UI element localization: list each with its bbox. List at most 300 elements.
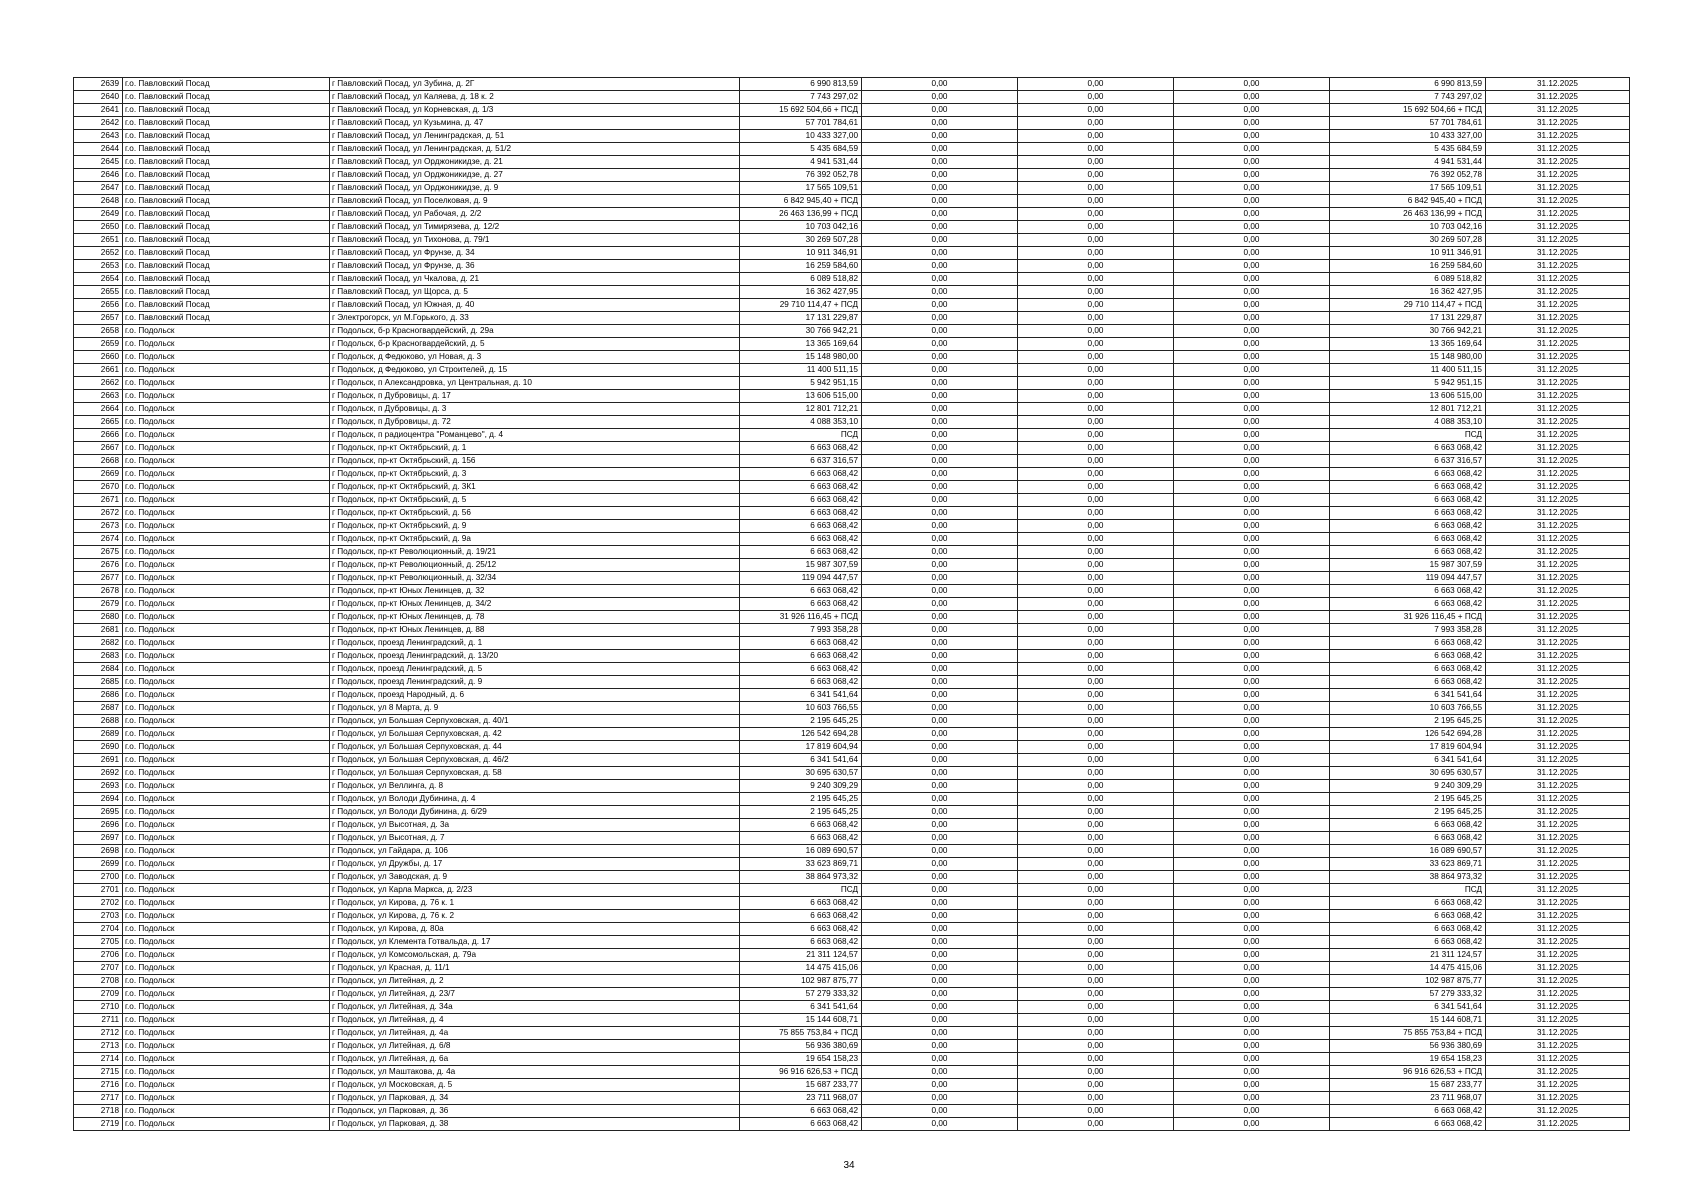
total-cost-cell: 96 916 626,53 + ПСД [740,1066,862,1079]
municipality-cell: г.о. Павловский Посад [123,104,330,117]
row-number-cell: 2673 [74,520,123,533]
owners-cost-cell: 6 663 068,42 [1330,676,1486,689]
total-cost-cell: 6 842 945,40 + ПСД [740,195,862,208]
fund-cell-2: 0,00 [1018,806,1174,819]
table-row [74,260,1630,273]
total-cost-cell: 4 088 353,10 [740,416,862,429]
table-body [74,78,1630,1131]
table-row [74,533,1630,546]
address-cell: г Подольск, ул Клемента Готвальда, д. 17 [330,936,740,949]
total-cost-cell: 6 663 068,42 [740,442,862,455]
deadline-cell: 31.12.2025 [1486,117,1630,130]
municipality-cell: г.о. Павловский Посад [123,156,330,169]
fund-cell-3: 0,00 [1174,481,1330,494]
municipality-cell: г.о. Подольск [123,728,330,741]
municipality-cell: г.о. Павловский Посад [123,195,330,208]
fund-cell-2: 0,00 [1018,390,1174,403]
address-cell: г Подольск, проезд Народный, д. 6 [330,689,740,702]
fund-cell-1: 0,00 [862,741,1018,754]
municipality-cell: г.о. Подольск [123,325,330,338]
table-row [74,624,1630,637]
fund-cell-1: 0,00 [862,819,1018,832]
address-cell: г Подольск, проезд Ленинградский, д. 9 [330,676,740,689]
address-cell: г Подольск, ул Дружбы, д. 17 [330,858,740,871]
table-row [74,143,1630,156]
table-row [74,728,1630,741]
fund-cell-1: 0,00 [862,156,1018,169]
row-number-cell: 2670 [74,481,123,494]
municipality-cell: г.о. Подольск [123,819,330,832]
row-number-cell: 2694 [74,793,123,806]
fund-cell-3: 0,00 [1174,975,1330,988]
total-cost-cell: 5 942 951,15 [740,377,862,390]
fund-cell-2: 0,00 [1018,416,1174,429]
fund-cell-3: 0,00 [1174,195,1330,208]
owners-cost-cell: 6 341 541,64 [1330,1001,1486,1014]
address-cell: г Подольск, пр-кт Октябрьский, д. 3 [330,468,740,481]
table-row [74,507,1630,520]
deadline-cell: 31.12.2025 [1486,416,1630,429]
total-cost-cell: 6 089 518,82 [740,273,862,286]
owners-cost-cell: 10 603 766,55 [1330,702,1486,715]
owners-cost-cell: 126 542 694,28 [1330,728,1486,741]
owners-cost-cell: 10 911 346,91 [1330,247,1486,260]
owners-cost-cell: 6 842 945,40 + ПСД [1330,195,1486,208]
page-number: 34 [843,1160,855,1171]
fund-cell-2: 0,00 [1018,104,1174,117]
fund-cell-2: 0,00 [1018,429,1174,442]
fund-cell-3: 0,00 [1174,949,1330,962]
fund-cell-1: 0,00 [862,286,1018,299]
owners-cost-cell: 38 864 973,32 [1330,871,1486,884]
deadline-cell: 31.12.2025 [1486,1118,1630,1131]
fund-cell-3: 0,00 [1174,221,1330,234]
total-cost-cell: 33 623 869,71 [740,858,862,871]
fund-cell-2: 0,00 [1018,312,1174,325]
owners-cost-cell: 6 663 068,42 [1330,819,1486,832]
address-cell: г Павловский Посад, ул Ленинградская, д. 51 [330,130,740,143]
fund-cell-3: 0,00 [1174,637,1330,650]
owners-cost-cell: 4 941 531,44 [1330,156,1486,169]
table-row [74,455,1630,468]
deadline-cell: 31.12.2025 [1486,858,1630,871]
fund-cell-2: 0,00 [1018,455,1174,468]
owners-cost-cell: 23 711 968,07 [1330,1092,1486,1105]
address-cell: г Подольск, пр-кт Октябрьский, д. 1 [330,442,740,455]
fund-cell-3: 0,00 [1174,364,1330,377]
row-number-cell: 2676 [74,559,123,572]
fund-cell-1: 0,00 [862,728,1018,741]
row-number-cell: 2699 [74,858,123,871]
fund-cell-1: 0,00 [862,1014,1018,1027]
deadline-cell: 31.12.2025 [1486,312,1630,325]
address-cell: г Подольск, пр-кт Октябрьский, д. 56 [330,507,740,520]
total-cost-cell: 19 654 158,23 [740,1053,862,1066]
deadline-cell: 31.12.2025 [1486,377,1630,390]
fund-cell-1: 0,00 [862,468,1018,481]
fund-cell-2: 0,00 [1018,884,1174,897]
fund-cell-2: 0,00 [1018,949,1174,962]
municipality-cell: г.о. Подольск [123,455,330,468]
deadline-cell: 31.12.2025 [1486,806,1630,819]
fund-cell-2: 0,00 [1018,897,1174,910]
address-cell: г Подольск, пр-кт Октябрьский, д. 9 [330,520,740,533]
fund-cell-3: 0,00 [1174,1079,1330,1092]
total-cost-cell: ПСД [740,884,862,897]
row-number-cell: 2698 [74,845,123,858]
deadline-cell: 31.12.2025 [1486,767,1630,780]
fund-cell-1: 0,00 [862,585,1018,598]
fund-cell-3: 0,00 [1174,754,1330,767]
address-cell: г Подольск, ул Литейная, д. 6а [330,1053,740,1066]
fund-cell-3: 0,00 [1174,572,1330,585]
fund-cell-3: 0,00 [1174,819,1330,832]
fund-cell-1: 0,00 [862,754,1018,767]
fund-cell-2: 0,00 [1018,494,1174,507]
address-cell: г Подольск, ул Парковая, д. 34 [330,1092,740,1105]
fund-cell-3: 0,00 [1174,520,1330,533]
fund-cell-1: 0,00 [862,689,1018,702]
municipality-cell: г.о. Подольск [123,1001,330,1014]
address-cell: г Подольск, ул Кирова, д. 76 к. 1 [330,897,740,910]
table-row [74,572,1630,585]
owners-cost-cell: 14 475 415,06 [1330,962,1486,975]
deadline-cell: 31.12.2025 [1486,299,1630,312]
deadline-cell: 31.12.2025 [1486,273,1630,286]
municipality-cell: г.о. Павловский Посад [123,221,330,234]
owners-cost-cell: 6 663 068,42 [1330,910,1486,923]
owners-cost-cell: 7 743 297,02 [1330,91,1486,104]
fund-cell-1: 0,00 [862,884,1018,897]
owners-cost-cell: 30 695 630,57 [1330,767,1486,780]
total-cost-cell: 2 195 645,25 [740,715,862,728]
total-cost-cell: 15 148 980,00 [740,351,862,364]
address-cell: г Павловский Посад, ул Поселковая, д. 9 [330,195,740,208]
total-cost-cell: 6 990 813,59 [740,78,862,91]
fund-cell-1: 0,00 [862,91,1018,104]
fund-cell-3: 0,00 [1174,1040,1330,1053]
table-row [74,936,1630,949]
address-cell: г Павловский Посад, ул Чкалова, д. 21 [330,273,740,286]
row-number-cell: 2711 [74,1014,123,1027]
municipality-cell: г.о. Подольск [123,442,330,455]
deadline-cell: 31.12.2025 [1486,364,1630,377]
owners-cost-cell: 102 987 875,77 [1330,975,1486,988]
deadline-cell: 31.12.2025 [1486,676,1630,689]
total-cost-cell: 6 663 068,42 [740,598,862,611]
address-cell: г Подольск, ул Кирова, д. 80а [330,923,740,936]
row-number-cell: 2685 [74,676,123,689]
deadline-cell: 31.12.2025 [1486,143,1630,156]
owners-cost-cell: 57 279 333,32 [1330,988,1486,1001]
fund-cell-3: 0,00 [1174,117,1330,130]
fund-cell-2: 0,00 [1018,780,1174,793]
table-row [74,1079,1630,1092]
fund-cell-1: 0,00 [862,325,1018,338]
row-number-cell: 2668 [74,455,123,468]
owners-cost-cell: 6 663 068,42 [1330,585,1486,598]
deadline-cell: 31.12.2025 [1486,169,1630,182]
fund-cell-1: 0,00 [862,715,1018,728]
owners-cost-cell: 16 362 427,95 [1330,286,1486,299]
fund-cell-3: 0,00 [1174,403,1330,416]
table-row [74,221,1630,234]
row-number-cell: 2639 [74,78,123,91]
municipality-cell: г.о. Подольск [123,702,330,715]
fund-cell-3: 0,00 [1174,741,1330,754]
fund-cell-2: 0,00 [1018,130,1174,143]
fund-cell-2: 0,00 [1018,676,1174,689]
table-row [74,468,1630,481]
row-number-cell: 2717 [74,1092,123,1105]
row-number-cell: 2657 [74,312,123,325]
owners-cost-cell: 13 365 169,64 [1330,338,1486,351]
address-cell: г Подольск, б-р Красногвардейский, д. 5 [330,338,740,351]
fund-cell-3: 0,00 [1174,260,1330,273]
fund-cell-3: 0,00 [1174,910,1330,923]
owners-cost-cell: 17 565 109,51 [1330,182,1486,195]
fund-cell-2: 0,00 [1018,234,1174,247]
fund-cell-3: 0,00 [1174,689,1330,702]
table-row [74,429,1630,442]
row-number-cell: 2660 [74,351,123,364]
deadline-cell: 31.12.2025 [1486,832,1630,845]
owners-cost-cell: 6 663 068,42 [1330,442,1486,455]
row-number-cell: 2695 [74,806,123,819]
row-number-cell: 2659 [74,338,123,351]
deadline-cell: 31.12.2025 [1486,247,1630,260]
table-row [74,832,1630,845]
row-number-cell: 2669 [74,468,123,481]
address-cell: г Подольск, ул Литейная, д. 6/8 [330,1040,740,1053]
fund-cell-3: 0,00 [1174,455,1330,468]
address-cell: г Подольск, п Дубровицы, д. 3 [330,403,740,416]
fund-cell-1: 0,00 [862,312,1018,325]
total-cost-cell: 5 435 684,59 [740,143,862,156]
address-cell: г Подольск, ул Маштакова, д. 4а [330,1066,740,1079]
row-number-cell: 2642 [74,117,123,130]
total-cost-cell: 6 663 068,42 [740,650,862,663]
fund-cell-3: 0,00 [1174,1118,1330,1131]
fund-cell-2: 0,00 [1018,728,1174,741]
owners-cost-cell: 6 663 068,42 [1330,468,1486,481]
deadline-cell: 31.12.2025 [1486,689,1630,702]
owners-cost-cell: 29 710 114,47 + ПСД [1330,299,1486,312]
fund-cell-3: 0,00 [1174,533,1330,546]
fund-cell-1: 0,00 [862,429,1018,442]
table-row [74,884,1630,897]
deadline-cell: 31.12.2025 [1486,663,1630,676]
address-cell: г Подольск, пр-кт Юных Ленинцев, д. 88 [330,624,740,637]
deadline-cell: 31.12.2025 [1486,650,1630,663]
fund-cell-1: 0,00 [862,533,1018,546]
municipality-cell: г.о. Павловский Посад [123,130,330,143]
owners-cost-cell: 6 637 316,57 [1330,455,1486,468]
address-cell: г Подольск, п Дубровицы, д. 72 [330,416,740,429]
address-cell: г Павловский Посад, ул Щорса, д. 5 [330,286,740,299]
owners-cost-cell: 75 855 753,84 + ПСД [1330,1027,1486,1040]
fund-cell-2: 0,00 [1018,117,1174,130]
fund-cell-3: 0,00 [1174,923,1330,936]
row-number-cell: 2710 [74,1001,123,1014]
deadline-cell: 31.12.2025 [1486,1053,1630,1066]
fund-cell-1: 0,00 [862,1092,1018,1105]
fund-cell-2: 0,00 [1018,1079,1174,1092]
owners-cost-cell: 26 463 136,99 + ПСД [1330,208,1486,221]
municipality-cell: г.о. Павловский Посад [123,299,330,312]
address-cell: г Павловский Посад, ул Орджоникидзе, д. 9 [330,182,740,195]
address-cell: г Подольск, пр-кт Юных Ленинцев, д. 78 [330,611,740,624]
total-cost-cell: 38 864 973,32 [740,871,862,884]
municipality-cell: г.о. Подольск [123,494,330,507]
fund-cell-3: 0,00 [1174,78,1330,91]
deadline-cell: 31.12.2025 [1486,78,1630,91]
deadline-cell: 31.12.2025 [1486,221,1630,234]
fund-cell-3: 0,00 [1174,325,1330,338]
fund-cell-3: 0,00 [1174,624,1330,637]
fund-cell-2: 0,00 [1018,169,1174,182]
fund-cell-3: 0,00 [1174,130,1330,143]
fund-cell-2: 0,00 [1018,364,1174,377]
row-number-cell: 2704 [74,923,123,936]
deadline-cell: 31.12.2025 [1486,715,1630,728]
row-number-cell: 2714 [74,1053,123,1066]
owners-cost-cell: ПСД [1330,884,1486,897]
owners-cost-cell: 2 195 645,25 [1330,715,1486,728]
total-cost-cell: 16 259 584,60 [740,260,862,273]
deadline-cell: 31.12.2025 [1486,1066,1630,1079]
table-row [74,416,1630,429]
total-cost-cell: 6 663 068,42 [740,494,862,507]
row-number-cell: 2697 [74,832,123,845]
deadline-cell: 31.12.2025 [1486,624,1630,637]
table-row [74,806,1630,819]
owners-cost-cell: 30 766 942,21 [1330,325,1486,338]
row-number-cell: 2683 [74,650,123,663]
fund-cell-3: 0,00 [1174,663,1330,676]
owners-cost-cell: 11 400 511,15 [1330,364,1486,377]
table-row [74,338,1630,351]
fund-cell-1: 0,00 [862,351,1018,364]
table-row [74,663,1630,676]
municipality-cell: г.о. Павловский Посад [123,169,330,182]
owners-cost-cell: 6 089 518,82 [1330,273,1486,286]
total-cost-cell: 16 362 427,95 [740,286,862,299]
fund-cell-3: 0,00 [1174,351,1330,364]
table-row [74,871,1630,884]
municipality-cell: г.о. Подольск [123,559,330,572]
owners-cost-cell: 6 663 068,42 [1330,936,1486,949]
table-row [74,390,1630,403]
municipality-cell: г.о. Подольск [123,403,330,416]
deadline-cell: 31.12.2025 [1486,780,1630,793]
total-cost-cell: 6 663 068,42 [740,1118,862,1131]
table-row [74,299,1630,312]
fund-cell-2: 0,00 [1018,507,1174,520]
fund-cell-3: 0,00 [1174,247,1330,260]
table-row [74,585,1630,598]
fund-cell-1: 0,00 [862,481,1018,494]
municipality-cell: г.о. Павловский Посад [123,286,330,299]
row-number-cell: 2691 [74,754,123,767]
municipality-cell: г.о. Подольск [123,741,330,754]
deadline-cell: 31.12.2025 [1486,260,1630,273]
deadline-cell: 31.12.2025 [1486,494,1630,507]
address-cell: г Подольск, д Федюково, ул Новая, д. 3 [330,351,740,364]
municipality-cell: г.о. Подольск [123,533,330,546]
municipality-cell: г.о. Подольск [123,767,330,780]
table-row [74,377,1630,390]
address-cell: г Подольск, ул Высотная, д. 3а [330,819,740,832]
fund-cell-2: 0,00 [1018,598,1174,611]
deadline-cell: 31.12.2025 [1486,754,1630,767]
deadline-cell: 31.12.2025 [1486,390,1630,403]
table-row [74,637,1630,650]
total-cost-cell: 10 433 327,00 [740,130,862,143]
table-row [74,195,1630,208]
municipality-cell: г.о. Подольск [123,598,330,611]
table-row [74,546,1630,559]
row-number-cell: 2708 [74,975,123,988]
table-row [74,1027,1630,1040]
fund-cell-2: 0,00 [1018,1014,1174,1027]
fund-cell-2: 0,00 [1018,286,1174,299]
table-row [74,130,1630,143]
table-row [74,351,1630,364]
table-row [74,650,1630,663]
address-cell: г Подольск, ул Большая Серпуховская, д. 58 [330,767,740,780]
table-row [74,559,1630,572]
fund-cell-1: 0,00 [862,182,1018,195]
deadline-cell: 31.12.2025 [1486,819,1630,832]
address-cell: г Подольск, проезд Ленинградский, д. 5 [330,663,740,676]
fund-cell-2: 0,00 [1018,338,1174,351]
fund-cell-2: 0,00 [1018,585,1174,598]
fund-cell-3: 0,00 [1174,91,1330,104]
row-number-cell: 2692 [74,767,123,780]
deadline-cell: 31.12.2025 [1486,507,1630,520]
address-cell: г Подольск, п Дубровицы, д. 17 [330,390,740,403]
fund-cell-1: 0,00 [862,507,1018,520]
row-number-cell: 2675 [74,546,123,559]
municipality-cell: г.о. Подольск [123,858,330,871]
total-cost-cell: 6 663 068,42 [740,585,862,598]
fund-cell-3: 0,00 [1174,767,1330,780]
total-cost-cell: 29 710 114,47 + ПСД [740,299,862,312]
fund-cell-3: 0,00 [1174,208,1330,221]
fund-cell-2: 0,00 [1018,221,1174,234]
owners-cost-cell: 17 131 229,87 [1330,312,1486,325]
table-row [74,754,1630,767]
address-cell: г Павловский Посад, ул Южная, д. 40 [330,299,740,312]
fund-cell-3: 0,00 [1174,780,1330,793]
address-cell: г Подольск, ул Литейная, д. 4а [330,1027,740,1040]
table-row [74,169,1630,182]
address-cell: г Павловский Посад, ул Тихонова, д. 79/1 [330,234,740,247]
fund-cell-2: 0,00 [1018,1027,1174,1040]
row-number-cell: 2648 [74,195,123,208]
fund-cell-2: 0,00 [1018,611,1174,624]
address-cell: г Подольск, ул Литейная, д. 2 [330,975,740,988]
municipality-cell: г.о. Павловский Посад [123,208,330,221]
fund-cell-1: 0,00 [862,442,1018,455]
total-cost-cell: 12 801 712,21 [740,403,862,416]
address-cell: г Павловский Посад, ул Зубина, д. 2Г [330,78,740,91]
deadline-cell: 31.12.2025 [1486,533,1630,546]
fund-cell-1: 0,00 [862,338,1018,351]
row-number-cell: 2690 [74,741,123,754]
fund-cell-2: 0,00 [1018,247,1174,260]
